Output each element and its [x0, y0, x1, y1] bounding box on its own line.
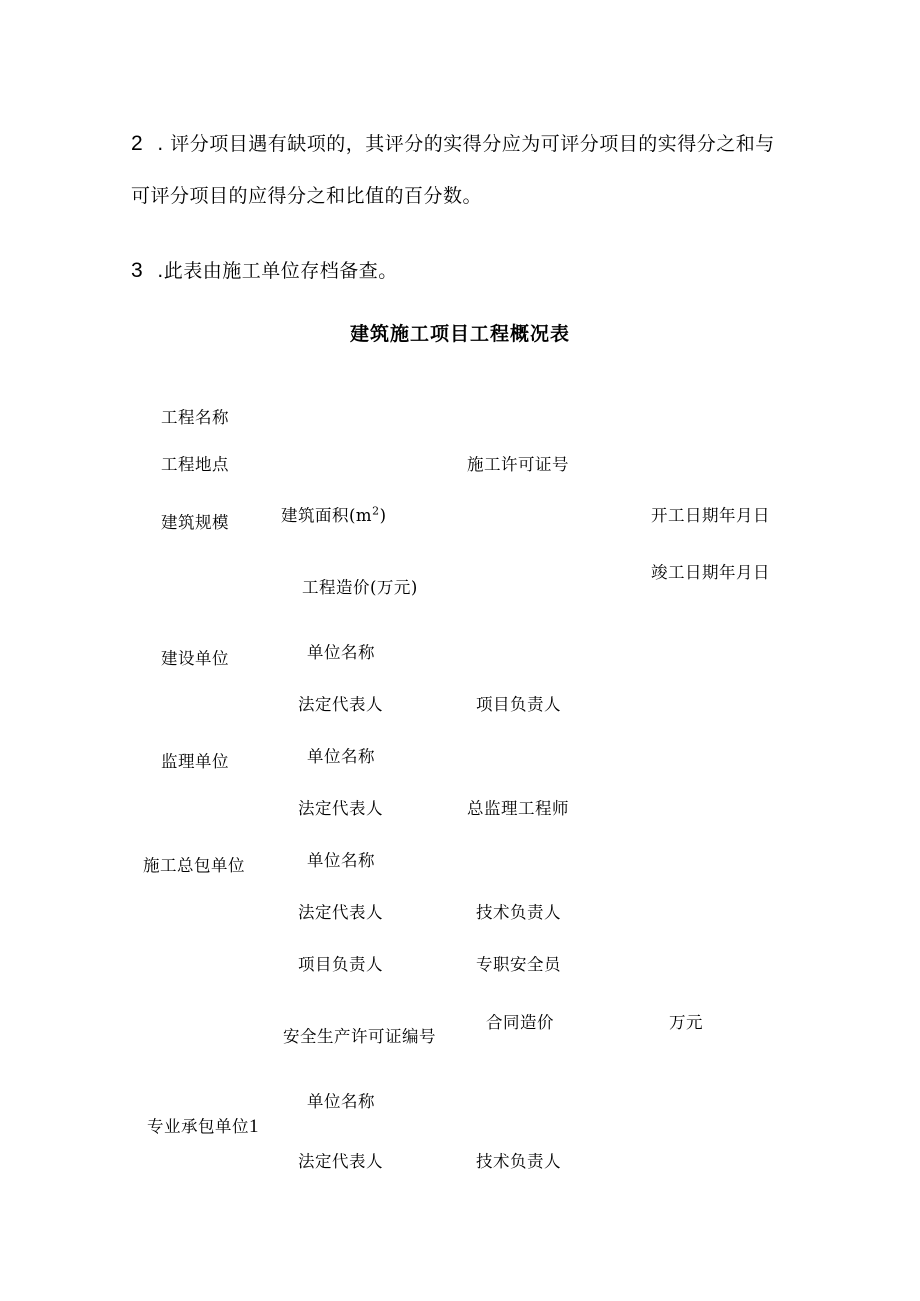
note-2-line-2: 可评分项目的应得分之和比值的百分数。 — [131, 185, 483, 207]
building-area-close: ) — [379, 506, 387, 525]
note-2-line-1 — [131, 129, 775, 156]
area-unit-exponent: 2 — [372, 504, 380, 518]
note-3-line-1 — [131, 256, 398, 283]
start-date-label: 开工日期年月日 — [651, 506, 770, 525]
contract-price-unit: 万元 — [669, 1013, 703, 1032]
gc-project-lead-label: 项目负责人 — [298, 955, 383, 974]
supervisor-section-label: 监理单位 — [161, 752, 229, 771]
contract-price-label: 合同造价 — [486, 1013, 554, 1032]
sc1-tech-lead-label: 技术负责人 — [476, 1152, 561, 1171]
note-number: 2 — [131, 132, 144, 155]
gc-tech-lead-label: 技术负责人 — [476, 903, 561, 922]
sc1-legal-rep-label: 法定代表人 — [298, 1152, 383, 1171]
building-scale-label: 建筑规模 — [161, 513, 229, 532]
sc1-name-label: 单位名称 — [307, 1092, 375, 1111]
building-area-label — [281, 502, 387, 526]
safety-license-label: 安全生产许可证编号 — [283, 1027, 436, 1046]
project-name-label: 工程名称 — [161, 408, 229, 427]
gc-safety-officer-label: 专职安全员 — [476, 955, 561, 974]
note-number: 3 — [131, 259, 144, 282]
completion-date-label: 竣工日期年月日 — [651, 563, 770, 582]
supervisor-legal-rep-label: 法定代表人 — [298, 799, 383, 818]
client-legal-rep-label: 法定代表人 — [298, 695, 383, 714]
chief-engineer-label: 总监理工程师 — [467, 799, 569, 818]
form-title: 建筑施工项目工程概况表 — [349, 323, 570, 345]
general-contractor-section-label: 施工总包单位 — [143, 856, 245, 875]
gc-legal-rep-label: 法定代表人 — [298, 903, 383, 922]
project-cost-label: 工程造价(万元) — [302, 578, 418, 597]
sc1-section-text: 专业承包单位 — [147, 1117, 249, 1136]
note-text: .此表由施工单位存档备查。 — [157, 260, 398, 282]
client-section-label: 建设单位 — [161, 649, 229, 668]
note-text: . 评分项目遇有缺项的，其评分的实得分应为可评分项目的实得分之和与 — [157, 133, 775, 155]
project-location-label: 工程地点 — [161, 455, 229, 474]
client-project-lead-label: 项目负责人 — [476, 695, 561, 714]
gc-name-label: 单位名称 — [307, 851, 375, 870]
specialty-contractor-1-section-label — [147, 1113, 259, 1138]
construction-permit-label: 施工许可证号 — [467, 455, 569, 474]
building-area-text: 建筑面积(m — [281, 506, 373, 525]
client-name-label: 单位名称 — [307, 643, 375, 662]
supervisor-name-label: 单位名称 — [307, 747, 375, 766]
sc1-section-number: 1 — [249, 1116, 259, 1137]
